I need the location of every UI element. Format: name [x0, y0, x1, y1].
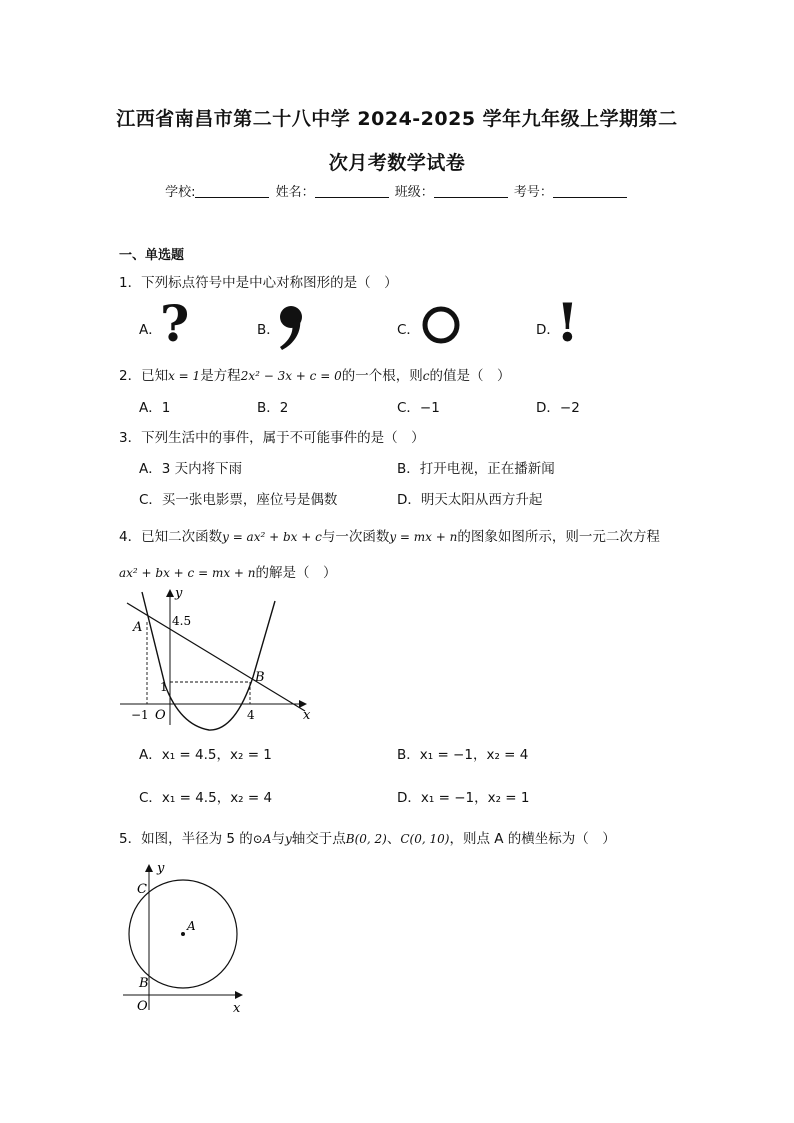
q5-circle-graph: [115, 860, 255, 1020]
q2-option-b: B．2: [257, 400, 289, 416]
q4-option-b: B．x₁ = −1，x₂ = 4: [397, 747, 529, 763]
question-3-stem: 3．下列生活中的事件，属于不可能事件的是（ ）: [119, 430, 425, 446]
question-4-stem: 4．已知二次函数y = ax² + bx + c与一次函数y = mx + n的图象如图所示，则一元二次方程: [119, 529, 660, 545]
point-b-label: B: [255, 670, 265, 685]
q3-option-b: B．打开电视，正在播新闻: [397, 461, 555, 477]
tick-neg1: −1: [131, 708, 149, 722]
tick-4-5: 4.5: [172, 614, 192, 628]
question-4-stem-line2: ax² + bx + c = mx + n的解是（ ）: [119, 565, 337, 581]
q4-quadratic: y = ax² + bx + c: [222, 530, 322, 544]
q3-option-d: D．明天太阳从西方升起: [397, 492, 543, 508]
q2-expr-x: x = 1: [168, 369, 201, 383]
q5-point-c: C(0, 10): [400, 832, 450, 846]
name-label: 姓名：: [275, 185, 315, 200]
q1-option-a-label: A．: [139, 322, 162, 338]
q5-y-axis: y: [285, 832, 292, 846]
graph-y-label: y: [157, 861, 165, 876]
tick-1: 1: [160, 680, 168, 694]
circle-symbol: [420, 304, 462, 346]
q3-option-c: C．买一张电影票，座位号是偶数: [139, 492, 338, 508]
page-title: 江西省南昌市第二十八中学 2024-2025 学年九年级上学期第二: [116, 108, 678, 130]
tick-4: 4: [247, 708, 255, 722]
q4-equation: ax² + bx + c = mx + n: [119, 566, 256, 580]
student-info: [0, 181, 794, 200]
number-field[interactable]: [553, 185, 627, 198]
q2-equation: 2x² − 3x + c = 0: [240, 369, 342, 383]
q1-option-b-label: B．: [257, 322, 280, 338]
q4-option-d: D．x₁ = −1，x₂ = 1: [397, 790, 530, 806]
q5-point-b: B(0, 2): [345, 832, 387, 846]
school-field[interactable]: [195, 185, 269, 198]
page-title-line2: 次月考数学试卷: [328, 152, 466, 174]
graph-y-label: y: [175, 586, 183, 601]
q4-linear: y = mx + n: [389, 530, 458, 544]
number-label: 考号：: [513, 185, 553, 200]
question-mark-symbol: ?: [160, 294, 190, 353]
class-field[interactable]: [434, 185, 508, 198]
q4-option-c: C．x₁ = 4.5，x₂ = 4: [139, 790, 273, 806]
q4-option-a: A．x₁ = 4.5，x₂ = 1: [139, 747, 272, 763]
q2-option-c: C．−1: [397, 400, 440, 416]
q1-option-d-label: D．: [536, 322, 560, 338]
point-c-label: C: [137, 882, 147, 897]
section-heading: 一、单选题: [119, 248, 185, 263]
q1-option-c-label: C．: [397, 322, 420, 338]
class-label: 班级：: [394, 185, 434, 200]
center-point: [181, 932, 185, 936]
q4-function-graph: [115, 585, 315, 735]
q5-circle: ⊙A: [252, 832, 272, 846]
exclamation-symbol: !: [556, 293, 579, 354]
question-2-stem: 2．已知x = 1是方程2x² − 3x + c = 0的一个根，则c的值是（ ）: [119, 368, 511, 384]
q3-option-a: A．3 天内将下雨: [139, 461, 243, 477]
linear-line: [127, 603, 305, 711]
point-b-label: B: [139, 976, 149, 991]
question-1-stem: 1．下列标点符号中是中心对称图形的是（ ）: [119, 275, 398, 291]
q2-option-d: D．−2: [536, 400, 580, 416]
graph-x-label: x: [303, 708, 311, 723]
q2-expr-c: c: [422, 369, 430, 383]
q2-option-a: A．1: [139, 400, 171, 416]
question-5-stem: 5．如图，半径为 5 的⊙A与y轴交于点B(0, 2)、C(0, 10)，则点 A 的横坐标为（ ）: [119, 831, 616, 847]
comma-symbol: [276, 300, 306, 352]
origin-label: O: [137, 999, 148, 1014]
name-field[interactable]: [315, 185, 389, 198]
point-a-label: A: [133, 620, 143, 635]
point-a-label: A: [187, 919, 196, 933]
school-label: 学校:: [165, 185, 196, 200]
graph-x-label: x: [233, 1001, 241, 1016]
origin-label: O: [155, 708, 166, 723]
